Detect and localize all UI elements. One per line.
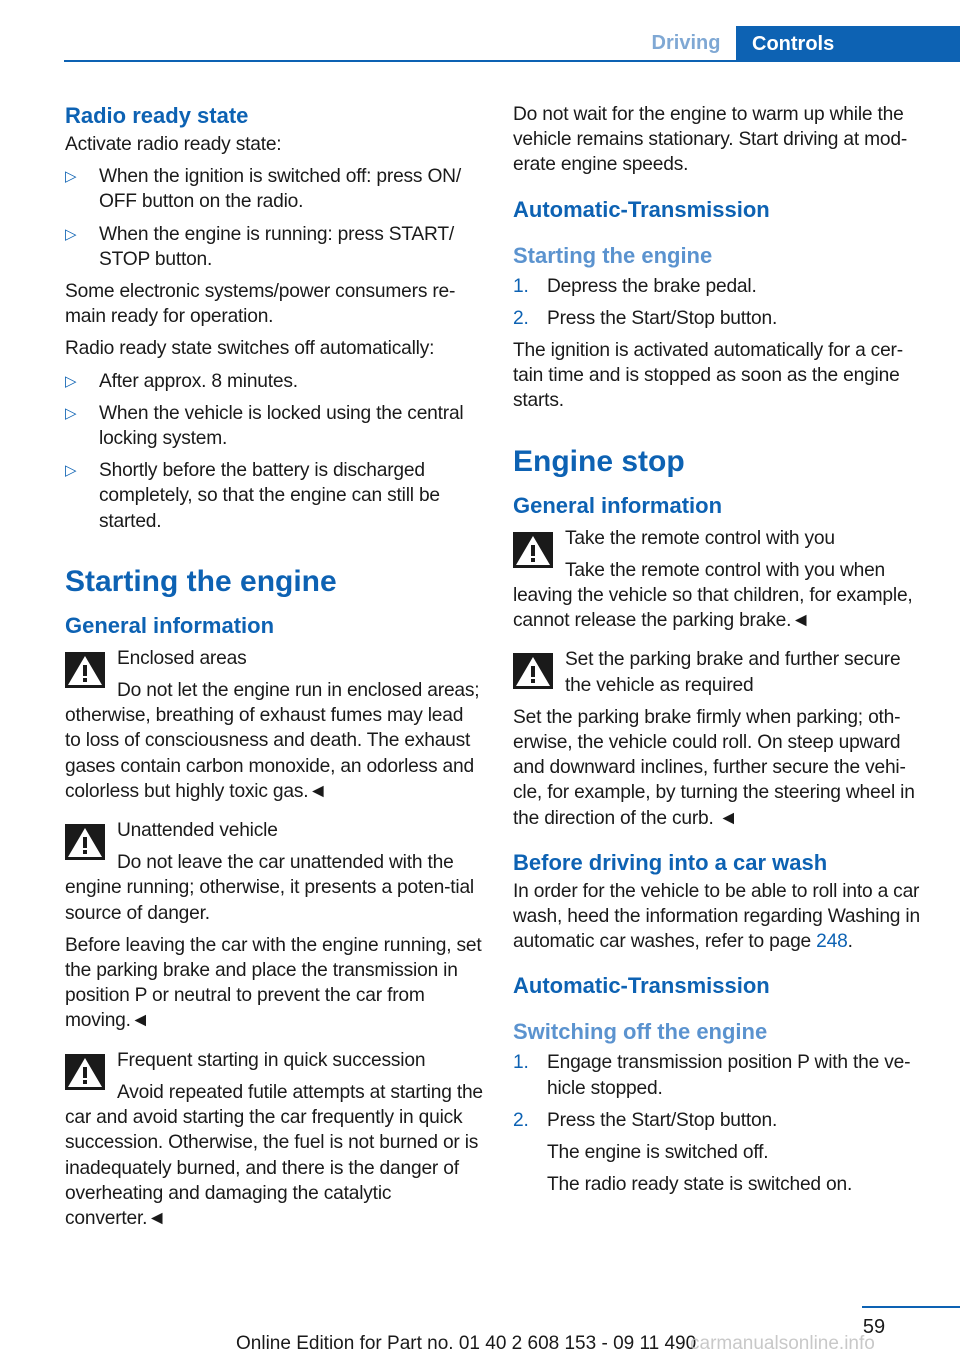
radio-intro: Activate radio ready state: — [65, 134, 282, 155]
warning-title: Set the parking brake and further secure the vehicle as required — [565, 649, 901, 696]
list-item: ▷ When the vehicle is locked using the central locking system. — [65, 402, 464, 450]
page-number: 59 — [862, 1316, 886, 1338]
list-item: 1. Depress the brake pedal. — [513, 275, 757, 297]
warning-parking-brake — [513, 647, 931, 830]
left-column — [65, 102, 483, 1238]
triangle-bullet-icon: ▷ — [65, 168, 77, 186]
warning-text: Do not let the engine run in enclosed areas; otherwise, breathing of exhaust fumes may lead to loss of consciousness and death. The exhaust gases contain carbon monoxide, an odorless and colorless but highly toxic gas.◄ — [65, 680, 480, 802]
header-rule — [64, 60, 960, 62]
triangle-bullet-icon: ▷ — [65, 372, 77, 390]
warning-text: Do not leave the car unattended with the engine running; otherwise, it presents a poten-tial source of danger. — [65, 852, 474, 924]
warning-triangle-icon — [513, 532, 553, 568]
warning-title: Frequent starting in quick succession — [117, 1049, 426, 1071]
warning-text: Avoid repeated futile attempts at starting the car and avoid starting the car frequently in quick succession. Otherwise, the fuel is not burned or is inadequately burned, and there is the danger of overheating and damaging the catalytic converter.◄ — [65, 1081, 483, 1229]
tab-driving: Driving — [651, 31, 721, 54]
automatic-transmission-heading: Automatic-Transmission — [513, 196, 770, 222]
list-item: ▷ After approx. 8 minutes. — [65, 369, 483, 394]
triangle-bullet-icon: ▷ — [65, 404, 77, 422]
general-information-heading: General information — [513, 492, 723, 518]
triangle-bullet-icon: ▷ — [65, 225, 77, 243]
general-information-heading: General information — [65, 612, 275, 638]
watermark: carmanualsonline.info — [690, 1333, 875, 1354]
starting-engine-heading: Starting the engine — [65, 564, 337, 598]
list-item: 2. Press the Start/Stop button. — [513, 1109, 778, 1131]
right-column — [513, 102, 931, 1204]
warning-text: Set the parking brake firmly when parking; oth-erwise, the vehicle could roll. On steep upward and downward inclines, further secure the vehi-cle, for example, by turning the steering wheel in the direction of the curb. ◄ — [513, 706, 915, 829]
tab-controls: Controls — [736, 26, 960, 62]
ignition-para: The ignition is activated automatically for a cer-tain time and is stopped as soon as the engine starts. — [513, 340, 903, 412]
list-item: ▷ When the engine is running: press START/ STOP button. — [65, 223, 454, 270]
switch-note-1: The engine is switched off. — [547, 1142, 769, 1164]
edition-footer: Online Edition for Part no. 01 40 2 608 153 - 09 11 490 — [236, 1333, 697, 1354]
automatic-transmission-heading-2: Automatic-Transmission — [513, 973, 770, 999]
list-item: 1. Engage transmission position P with the ve-hicle stopped. — [513, 1052, 911, 1099]
warning-remote-control — [513, 526, 931, 634]
page-reference-link[interactable]: 248 — [816, 931, 848, 953]
warning-unattended-vehicle — [65, 818, 483, 926]
list-item: ▷ When the ignition is switched off: press ON/ OFF button on the radio. — [65, 166, 461, 213]
warning-triangle-icon — [513, 653, 553, 689]
switching-off-subheading: Switching off the engine — [513, 1019, 768, 1045]
starting-engine-subheading: Starting the engine — [513, 242, 713, 268]
switch-note-2: The radio ready state is switched on. — [547, 1174, 853, 1196]
car-wash-heading: Before driving into a car wash — [513, 849, 828, 875]
warning-title: Take the remote control with you — [565, 527, 835, 549]
warning-triangle-icon — [65, 1054, 105, 1090]
car-wash-para: In order for the vehicle to be able to roll into a car wash, heed the information regarding Washing in automatic car washes, refer to page 248. — [513, 880, 920, 953]
footer-rule — [862, 1306, 960, 1308]
warning-triangle-icon — [65, 652, 105, 688]
radio-ready-heading: Radio ready state — [65, 103, 249, 128]
list-item: ▷ Shortly before the battery is discharged completely, so that the engine can still be started. — [65, 460, 440, 532]
warning-triangle-icon — [65, 824, 105, 860]
radio-para-2: Radio ready state switches off automatically: — [65, 338, 435, 360]
warning-text-continued: Before leaving the car with the engine running, set the parking brake and place the transmission in position P or neutral to prevent the car from moving.◄ — [65, 934, 482, 1032]
warning-title: Unattended vehicle — [117, 820, 278, 842]
engine-stop-heading: Engine stop — [513, 444, 685, 478]
triangle-bullet-icon: ▷ — [65, 462, 77, 480]
warning-frequent-starting — [65, 1048, 483, 1231]
warning-title: Enclosed areas — [117, 647, 247, 669]
warm-up-para: Do not wait for the engine to warm up while the vehicle remains stationary. Start driving at mod-erate engine speeds. — [513, 104, 908, 176]
radio-para-1: Some electronic systems/power consumers re-main ready for operation. — [65, 281, 456, 328]
list-item: 2. Press the Start/Stop button. — [513, 307, 778, 329]
warning-enclosed-areas — [65, 646, 483, 804]
warning-text: Take the remote control with you when leaving the vehicle so that children, for example, cannot release the parking brake.◄ — [513, 559, 913, 632]
